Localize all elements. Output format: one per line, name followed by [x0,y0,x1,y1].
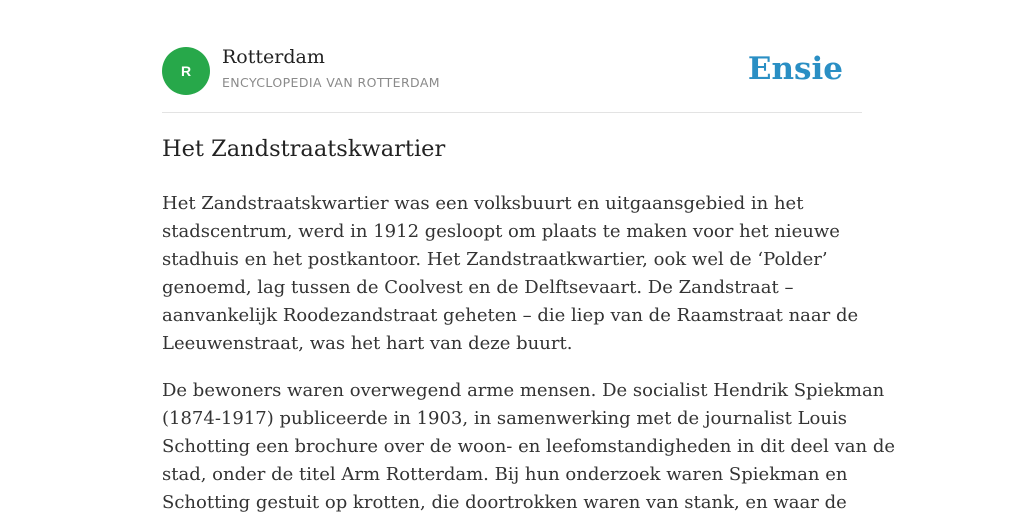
article-container [162,0,896,512]
paragraph-line: stad, onder de titel Arm Rotterdam. Bij hun onderzoek waren Spiekman en [162,464,848,485]
paragraph-line: De bewoners waren overwegend arme mensen. De socialist Hendrik Spiekman [162,380,885,401]
paragraph-line: Het Zandstraatskwartier was een volksbuurt en uitgaansgebied in het [162,193,804,214]
header [162,0,862,113]
source-name-link[interactable]: Rotterdam [222,46,325,68]
source-subtitle: ENCYCLOPEDIA VAN ROTTERDAM [222,75,440,90]
article-body [162,190,896,512]
paragraph-line: Schotting een brochure over de woon- en leefomstandigheden in dit deel van de [162,436,896,457]
paragraph-line: stadhuis en het postkantoor. Het Zandstraatkwartier, ook wel de ‘Polder’ [162,249,828,270]
paragraph-line: aanvankelijk Roodezandstraat geheten – die liep van de Raamstraat naar de [162,305,859,326]
ensie-logo-link[interactable]: Ensie [747,51,843,87]
paragraph-line: stadscentrum, werd in 1912 gesloopt om plaats te maken voor het nieuwe [162,221,840,242]
paragraph-line: Schotting gestuit op krotten, die doortrokken waren van stank, en waar de [162,492,847,512]
article-paragraph [162,190,862,358]
paragraph-line: genoemd, lag tussen de Coolvest en de Delftsevaart. De Zandstraat – [162,277,794,298]
paragraph-line: (1874-1917) publiceerde in 1903, in samenwerking met de journalist Louis [162,408,847,429]
article-title: Het Zandstraatskwartier [162,136,446,162]
article-paragraph [162,377,896,512]
paragraph-line: Leeuwenstraat, was het hart van deze buurt. [162,333,573,354]
source-avatar[interactable]: R [162,47,210,95]
